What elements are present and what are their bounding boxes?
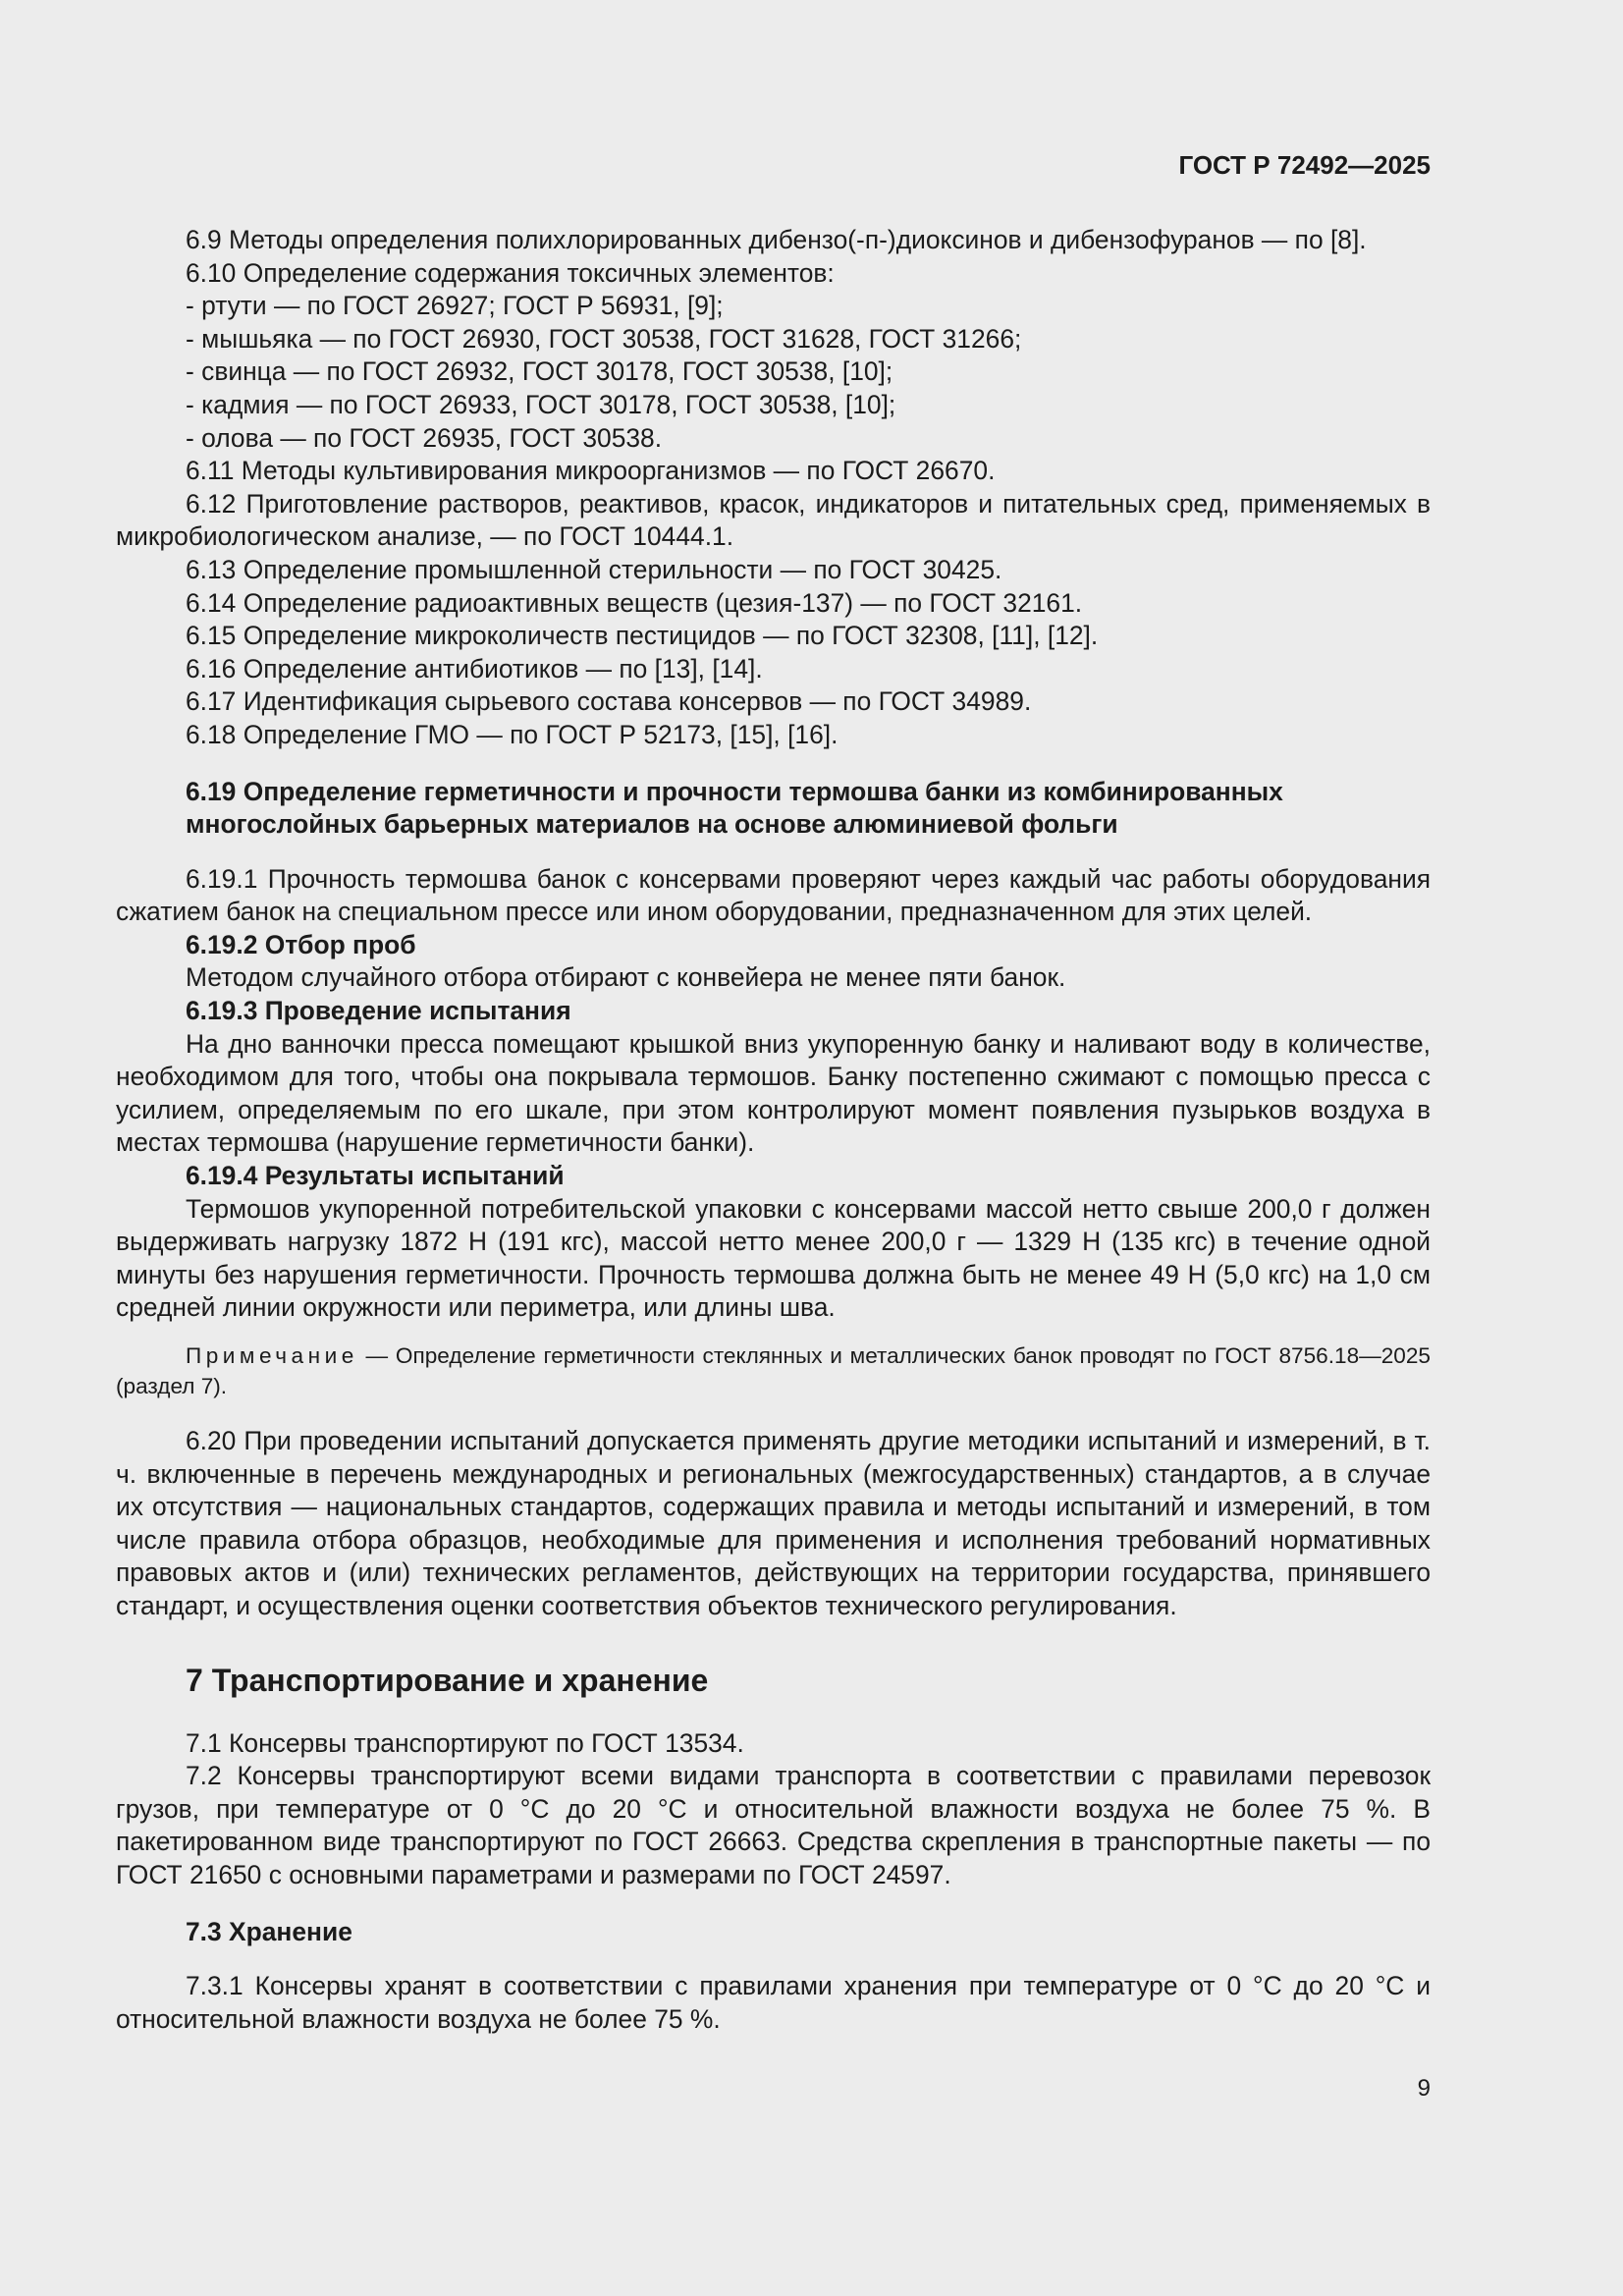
- heading-7-3: 7.3 Хранение: [186, 1916, 352, 1946]
- clause-6-15: 6.15 Определение микроколичеств пестицидов — по ГОСТ 32308, [11], [12].: [186, 621, 1099, 651]
- toxic-element-item: - мышьяка — по ГОСТ 26930, ГОСТ 30538, ГОСТ 31628, ГОСТ 31266;: [186, 323, 1022, 354]
- clause-6-16: 6.16 Определение антибиотиков — по [13], [14].: [186, 653, 763, 683]
- clause-6-11: 6.11 Методы культивирования микроорганизмов — по ГОСТ 26670.: [186, 456, 996, 486]
- clause-6-10: 6.10 Определение содержания токсичных элементов:: [186, 257, 835, 288]
- heading-6-19-3: 6.19.3 Проведение испытания: [186, 996, 571, 1026]
- clause-6-20: 6.20 При проведении испытаний допускается применять другие методики испытаний и измерений, в т. ч. включенные в перечень международных и региональных (межгосударственных) стандартов, а в случае их отсутствия — национальных стандартов, содержащих правила и методы испытаний и измерений, в том числе правила отбора образцов, необходимые для применения и исполнения требований нормативных правовых актов и (или) технических регламентов, действующих на территории государства, принявшего стандарт, и осуществления оценки соответствия объектов технического регулирования.: [116, 1426, 1431, 1620]
- note: [116, 1340, 1431, 1401]
- note-label: Примечание: [186, 1343, 358, 1368]
- clause-6-19-1: 6.19.1 Прочность термошва банок с консервами проверяют через каждый час работы оборудования сжатием банок на специальном прессе или ином оборудовании, предназначенном для этих целей.: [116, 863, 1431, 927]
- toxic-element-item: - ртути — по ГОСТ 26927; ГОСТ Р 56931, [9];: [186, 291, 724, 321]
- clause-6-13: 6.13 Определение промышленной стерильности — по ГОСТ 30425.: [186, 554, 1002, 584]
- standard-id-header: ГОСТ Р 72492—2025: [1178, 150, 1431, 180]
- clause-6-14: 6.14 Определение радиоактивных веществ (цезия-137) — по ГОСТ 32161.: [186, 587, 1083, 618]
- clause-6-18: 6.18 Определение ГМО — по ГОСТ Р 52173, [15], [16].: [186, 719, 839, 749]
- clause-7-2: 7.2 Консервы транспортируют всеми видами транспорта в соответствии с правилами перевозок грузов, при температуре от 0 °С до 20 °С и относительной влажности воздуха не более 75 %. В пакетированном виде транспортируют по ГОСТ 26663. Средства скрепления в транспортные пакеты — по ГОСТ 21650 с основными параметрами и размерами по ГОСТ 24597.: [116, 1761, 1431, 1889]
- page-number: 9: [1417, 2075, 1431, 2102]
- toxic-element-item: - свинца — по ГОСТ 26932, ГОСТ 30178, ГОСТ 30538, [10];: [186, 356, 893, 387]
- page-content: [116, 224, 1431, 2036]
- note-text: — Определение герметичности стеклянных и металлических банок проводят по ГОСТ 8756.18—2025 (раздел 7).: [116, 1343, 1431, 1398]
- clause-6-12: 6.12 Приготовление растворов, реактивов, красок, индикаторов и питательных сред, применяемых в микробиологическом анализе, — по ГОСТ 10444.1.: [116, 488, 1431, 552]
- heading-6-19: 6.19 Определение герметичности и прочности термошва банки из комбинированных многослойных барьерных материалов на основе алюминиевой фольги: [186, 776, 1283, 840]
- heading-section-7: 7 Транспортирование и хранение: [186, 1662, 709, 1698]
- clause-6-19-4-text: Термошов укупоренной потребительской упаковки с консервами массой нетто свыше 200,0 г должен выдерживать нагрузку 1872 Н (191 кгс), массой нетто менее 200,0 г — 1329 Н (135 кгс) в течение одной минуты без нарушения герметичности. Прочность термошва должна быть не менее 49 Н (5,0 кгс) на 1,0 см средней линии окружности или периметра, или длины шва.: [116, 1193, 1431, 1323]
- clause-6-19-2-text: Методом случайного отбора отбирают с конвейера не менее пяти банок.: [186, 962, 1066, 993]
- clause-7-1: 7.1 Консервы транспортируют по ГОСТ 13534.: [186, 1727, 744, 1758]
- heading-6-19-2: 6.19.2 Отбор проб: [186, 929, 416, 959]
- toxic-element-item: - олова — по ГОСТ 26935, ГОСТ 30538.: [186, 422, 663, 453]
- toxic-element-item: - кадмия — по ГОСТ 26933, ГОСТ 30178, ГОСТ 30538, [10];: [186, 389, 896, 419]
- clause-6-9: 6.9 Методы определения полихлорированных дибензо(-п-)диоксинов и дибензофуранов — по [8].: [186, 225, 1367, 254]
- heading-6-19-4: 6.19.4 Результаты испытаний: [186, 1161, 565, 1191]
- clause-7-3-1: 7.3.1 Консервы хранят в соответствии с правилами хранения при температуре от 0 °С до 20 °С и относительной влажности воздуха не более 75 %.: [116, 1971, 1431, 2034]
- clause-6-17: 6.17 Идентификация сырьевого состава консервов — по ГОСТ 34989.: [186, 686, 1032, 717]
- clause-6-19-3-text: На дно ванночки пресса помещают крышкой вниз укупоренную банку и наливают воду в количестве, необходимом для того, чтобы она покрывала термошов. Банку постепенно сжимают с помощью пресса с усилием, определяемым по его шкале, при этом контролируют момент появления пузырьков воздуха в местах термошва (нарушение герметичности банки).: [116, 1028, 1431, 1158]
